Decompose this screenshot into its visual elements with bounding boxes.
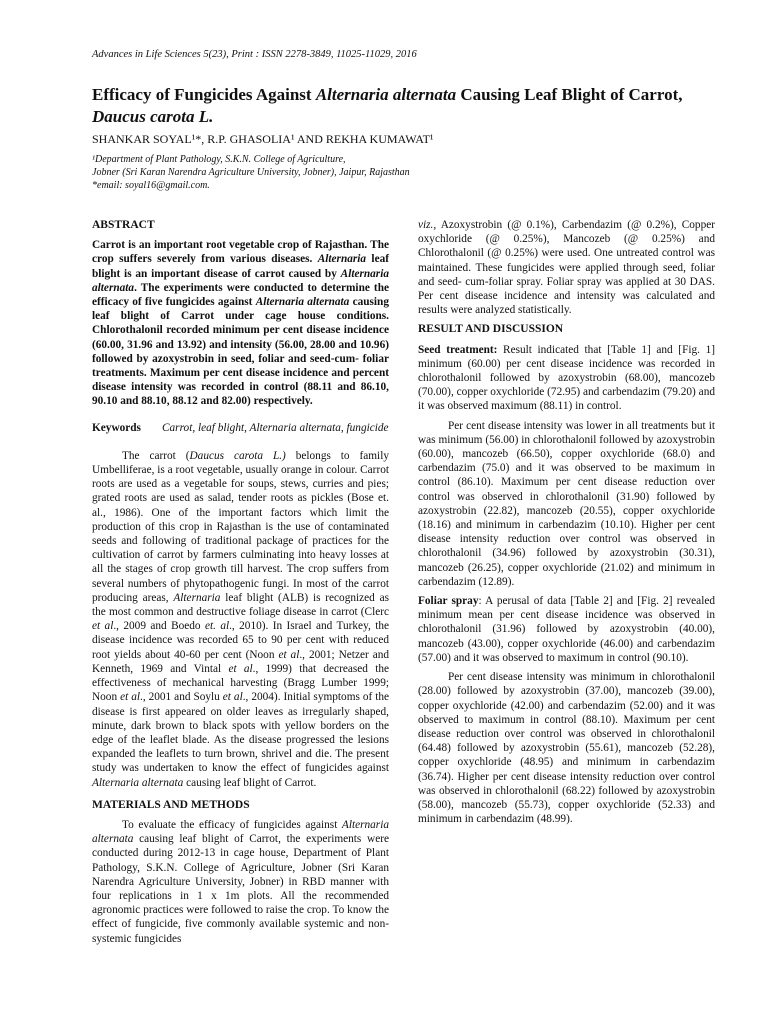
affiliation [92, 153, 692, 193]
italic-run: et al [222, 691, 243, 704]
text-run: leaf blight is an important disease of carrot caused by [92, 253, 389, 280]
text-run: ., 1999) that decreased the effectiveness of mechanical harvesting (Bragg Lumber 1999; Noon [92, 662, 390, 704]
italic-run: et al [278, 648, 300, 661]
italic-run: Alternaria alternata [92, 818, 389, 846]
italic-run: Alternaria alternata [92, 267, 389, 294]
foliar-spray-label: Foliar spray [418, 595, 479, 608]
text-run: The carrot ( [122, 449, 190, 462]
foliar-spray-paragraph [418, 594, 715, 665]
text-run: ., 2004). Initial symptoms of the disease is first appeared on older leaves as irregularly shaped, minute, dark brown to black spots with yellow borders on the edge of the leaflet blade. As the disease progressed the lesions expanded the leaflets to turn brown, shrivel and die. The present study was undertaken to know the effect of fungicides against [92, 691, 390, 775]
title-part: Causing Leaf Blight of Carrot, [456, 85, 683, 104]
italic-run: Alternaria [317, 253, 367, 266]
text-run: . The experiments were conducted to determine the efficacy of five fungicides against [92, 281, 389, 309]
right-column [418, 218, 715, 826]
results-heading: RESULT AND DISCUSSION [418, 323, 564, 336]
left-column [92, 218, 389, 946]
text-run: To evaluate the efficacy of fungicides against [122, 818, 342, 831]
keywords-block [92, 421, 389, 435]
author-list: SHANKAR SOYAL¹*, R.P. GHASOLIA¹ AND REKHA KUMAWAT¹ [92, 132, 434, 146]
affiliation-line: Jobner (Sri Karan Narendra Agriculture University, Jobner), Jaipur, Rajasthan [92, 167, 410, 179]
text-run: Carrot is an important root vegetable crop of Rajasthan. The crop suffers severely from various diseases. [92, 239, 389, 266]
italic-run: Alternaria [173, 591, 221, 604]
italic-run: et al [92, 620, 114, 633]
italic-run: Alternaria alternata [255, 296, 350, 309]
foliar-intensity-paragraph: Per cent disease intensity was minimum in chlorothalonil (28.00) followed by azoxystrobin (37.00), mancozeb (39.00), copper oxychloride (42.00) and carbendazim (52.00) and it was observed to maximum in control (88.10). Maximum per cent disease reduction over control was observed in chlorothalonil (64.48) followed by azoxystrobin (55.61), mancozeb (52.28), copper oxychloride (48.95) and minimum in carbendazim (36.74). Higher per cent disease intensity reduction over control was observed in chlorothalonil (68.22) followed by azoxystrobin (58.00), mancozeb (55.73), copper oxychloride (52.33) and minimum in carbendazim (48.99). [418, 671, 715, 826]
italic-run: Daucus carota L.) [189, 449, 286, 462]
italic-run: viz., [418, 219, 437, 231]
abstract-text [92, 238, 389, 408]
text-run: Azoxystrobin (@ 0.1%), Carbendazim (@ 0.2%), Copper oxychloride (@ 0.25%), Mancozeb (@ 0.25%) and Chlorothalonil (@ 0.25%) were used. One untreated control was maintained. These fungicides were applied through seed, foliar and seed- cum-foliar spray. Foliar spray was applied at 30 DAS. Per cent disease incidence and intensity was calculated and results were analyzed statistically. [418, 219, 715, 317]
text-run: ., 2010). In Israel and Turkey, the disease incidence was recorded 65 to 90 per cent with reduced root yields about 40-60 per cent (Noon [92, 620, 389, 661]
email-line: *email: soyal16@gmail.com. [92, 180, 210, 192]
italic-run: et al [120, 691, 140, 704]
keywords-value: Carrot, leaf blight, Alternaria alternata, fungicide [162, 421, 389, 434]
introduction-paragraph [92, 449, 389, 790]
abstract-heading: ABSTRACT [92, 219, 155, 231]
text-run: causing leaf blight of Carrot under cage house conditions. Chlorothalonil recorded minimum per cent disease incidence (60.00, 31.96 and 13.92) and intensity (56.00, 28.00 and 10.96) followed by azoxystrobin in seed, foliar and seed-cum- foliar treatments. Maximum per cent disease incidence and percent disease intensity was recorded in control (88.11 and 86.10, 90.10 and 88.10, 88.12 and 82.00) respectively. [92, 296, 389, 408]
title-species: Alternaria alternata [315, 85, 457, 104]
text-run: ., 2009 and Boedo [113, 620, 205, 633]
text-run: belongs to family Umbelliferae, is a root vegetable, usually orange in colour. Carrot roots are used as a vegetable for soups, stews, curries and pies; grated roots are used as salad, tender roots as pickles (Bose et. al., 1986). One of the important factors which limit the production of this crop in Rajasthan is the use of contaminated seeds and following of traditional package of practices for the cultivation of carrot by farmers culminating into heavy losses at all the stages of crop growth till harvest. The crop suffers from several numbers of phytopathogenic fungi. In most of the carrot producing areas, [92, 449, 389, 604]
methods-paragraph-continued [418, 218, 715, 317]
italic-run: Alternaria alternata [92, 776, 184, 789]
text-run: causing leaf blight of Carrot. [183, 776, 317, 789]
affiliation-line: ¹Department of Plant Pathology, S.K.N. College of Agriculture, [92, 154, 346, 165]
keywords-label: Keywords [92, 421, 141, 434]
title-species: Daucus carota L. [92, 107, 214, 126]
seed-treatment-paragraph [418, 343, 715, 414]
italic-run: et al [228, 662, 253, 675]
text-run: Result indicated that [Table 1] and [Fig. 1] minimum (60.00) per cent disease incidence was recorded in chlorothalonil followed by azoxystrobin (68.00), mancozeb (70.00), copper oxychloride (72.95) and carbendazim (79.20) and it was observed maximum (88.11) in control. [418, 343, 715, 413]
journal-citation-line: Advances in Life Sciences 5(23), Print : ISSN 2278-3849, 11025-11029, 2016 [92, 49, 417, 60]
methods-paragraph-start [92, 818, 389, 946]
text-run: leaf blight (ALB) is recognized as the most common and destructive foliage disease in carrot (Clerc [92, 591, 389, 619]
paper-title [92, 84, 732, 128]
methods-heading: MATERIALS AND METHODS [92, 798, 250, 811]
seed-intensity-paragraph: Per cent disease intensity was lower in all treatments but it was minimum (56.00) in chlorothalonil followed by azoxystrobin (60.00), mancozeb (66.50), copper oxychloride (68.0) and carbendazim (75.0) and it was observed to be maximum in control (86.10). Maximum per cent disease reduction over control was observed in chlorothalonil (31.90) followed by azoxystrobin (22.82), mancozeb (20.55), copper oxychloride (18.16) and minimum in carbendazim (10.10). Higher per cent disease intensity reduction over control was observed in chlorothalonil (34.96) followed by azoxystrobin (30.31), mancozeb (26.25), copper oxychloride (21.02) and minimum in carbendazim (12.89). [418, 419, 715, 588]
title-part: Efficacy of Fungicides Against [92, 85, 316, 104]
text-run: ., 2001; Netzer and Kenneth, 1969 and Vintal [92, 648, 390, 675]
seed-treatment-label: Seed treatment: [418, 343, 498, 356]
italic-run: et. al [204, 620, 230, 633]
text-run: : A perusal of data [Table 2] and [Fig. 2] revealed minimum mean per cent disease incidence was observed in chlorothalonil (31.96) followed by azoxystrobin (40.00), mancozeb (43.00), copper oxychloride (46.00) and carbendazim (57.00) and it was observed to maximum in control (90.10). [418, 595, 715, 664]
text-run: ., 2001 and Soylu [140, 691, 223, 704]
text-run: causing leaf blight of Carrot, the experiments were conducted during 2012-13 in cage house, Department of Plant Pathology, S.K.N. College of Agriculture, Jobner (Sri Karan Narendra Agriculture University, Jobner) in RBD manner with four replications in 1 x 1m plots. All the recommended agronomic practices were followed to raise the crop. To know the effect of fungicide, five commonly available systemic and non-systemic fungicides [92, 833, 389, 945]
